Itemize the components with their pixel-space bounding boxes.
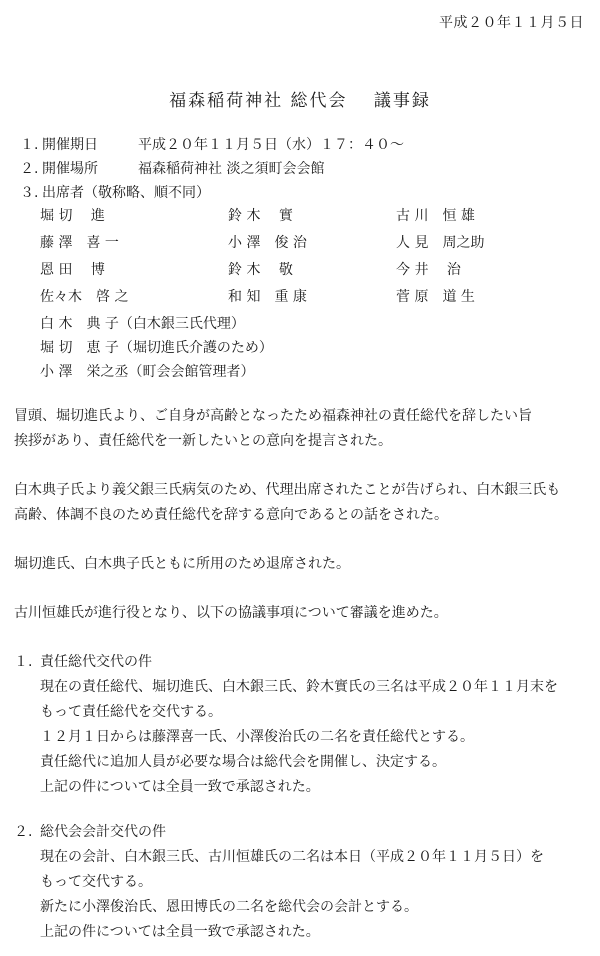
attendee-row	[40, 259, 560, 286]
agenda-item-1	[14, 650, 586, 800]
agenda-title: 総代会会計交代の件	[40, 824, 166, 840]
document-date: 平成２０年１１月５日	[439, 15, 584, 31]
attendee-name: 菅 原 道 生	[396, 289, 475, 305]
agenda-number: １.	[14, 654, 33, 670]
attendee-name: 堀 切 進	[40, 208, 105, 224]
attendee-name: 藤 澤 喜 一	[40, 235, 119, 251]
attendee-name: 鈴 木 實	[228, 208, 293, 224]
attendee-list	[40, 205, 560, 385]
agenda-item-2	[14, 820, 586, 945]
paragraph-line: 白木典子氏より義父銀三氏病気のため、代理出席されたことが告げられ、白木銀三氏も	[14, 482, 561, 498]
meta-item-attendees	[20, 182, 210, 204]
attendee-name: 佐々木 啓 之	[40, 289, 129, 305]
attendee-name: 小 澤 俊 治	[228, 235, 307, 251]
agenda-heading	[14, 650, 586, 675]
agenda-heading	[14, 820, 586, 845]
agenda-line: もって責任総代を交代する。	[40, 704, 222, 720]
paragraph-line: 冒頭、堀切進氏より、ご自身が高齢となったため福森神社の責任総代を辞したい旨	[14, 408, 532, 424]
meta-label: 開催場所	[42, 161, 98, 177]
attendee-name: 恩 田 博	[40, 262, 105, 278]
paragraph-line: 古川恒雄氏が進行役となり、以下の協議事項について審議を進めた。	[14, 605, 448, 621]
attendee-row	[40, 205, 560, 232]
meta-value: 福森稲荷神社 淡之須町会会館	[138, 161, 325, 177]
agenda-line: 責任総代に追加人員が必要な場合は総代会を開催し、決定する。	[40, 754, 446, 770]
agenda-line: 現在の会計、白木銀三氏、古川恒雄氏の二名は本日（平成２０年１１月５日）を	[40, 849, 544, 865]
meta-label: 出席者（敬称略、順不同）	[42, 185, 210, 201]
paragraph-departure	[14, 552, 586, 577]
document-title: 福森稲荷神社 総代会 議事録	[169, 91, 431, 111]
meta-value: 平成２０年１１月５日（水）１７：４０～	[138, 137, 404, 153]
meta-number: １.	[20, 137, 39, 153]
agenda-body	[14, 845, 586, 945]
attendee-name: 今 井 治	[396, 262, 461, 278]
attendee-name: 鈴 木 敬	[228, 262, 293, 278]
meta-item-date	[20, 134, 404, 156]
agenda-line: 新たに小澤俊治氏、恩田博氏の二名を総代会の会計とする。	[40, 899, 418, 915]
attendee-name: 和 知 重 康	[228, 289, 307, 305]
meta-item-venue	[20, 158, 324, 180]
agenda-title: 責任総代交代の件	[40, 654, 152, 670]
paragraph-line: 堀切進氏、白木典子氏ともに所用のため退席された。	[14, 556, 350, 572]
meta-number: ２.	[20, 161, 39, 177]
paragraph-line: 高齢、体調不良のため責任総代を辞する意向であるとの話をされた。	[14, 507, 448, 523]
agenda-number: ２.	[14, 824, 33, 840]
attendee-extra: 白 木 典 子（白木銀三氏代理）	[40, 316, 245, 332]
paragraph-line: 挨拶があり、責任総代を一新したいとの意向を提言された。	[14, 433, 392, 449]
agenda-line: もって交代する。	[40, 874, 152, 890]
paragraph-proxy	[14, 478, 586, 528]
meta-label: 開催期日	[42, 137, 98, 153]
agenda-line: １２月１日からは藤澤喜一氏、小澤俊治氏の二名を責任総代とする。	[40, 729, 474, 745]
agenda-body	[14, 675, 586, 800]
attendee-extra: 小 澤 栄之丞（町会会館管理者）	[40, 364, 255, 380]
attendee-extra: 堀 切 恵 子（堀切進氏介護のため）	[40, 340, 273, 356]
attendee-name: 古 川 恒 雄	[396, 208, 475, 224]
meta-number: ３.	[20, 185, 39, 201]
agenda-line: 上記の件については全員一致で承認された。	[40, 924, 320, 940]
agenda-line: 上記の件については全員一致で承認された。	[40, 779, 320, 795]
paragraph-opening	[14, 404, 586, 454]
attendee-name: 人 見 周之助	[396, 235, 485, 251]
attendee-row	[40, 232, 560, 259]
paragraph-chair	[14, 601, 586, 626]
agenda-line: 現在の責任総代、堀切進氏、白木銀三氏、鈴木實氏の三名は平成２０年１１月末を	[40, 679, 558, 695]
attendee-row	[40, 286, 560, 313]
